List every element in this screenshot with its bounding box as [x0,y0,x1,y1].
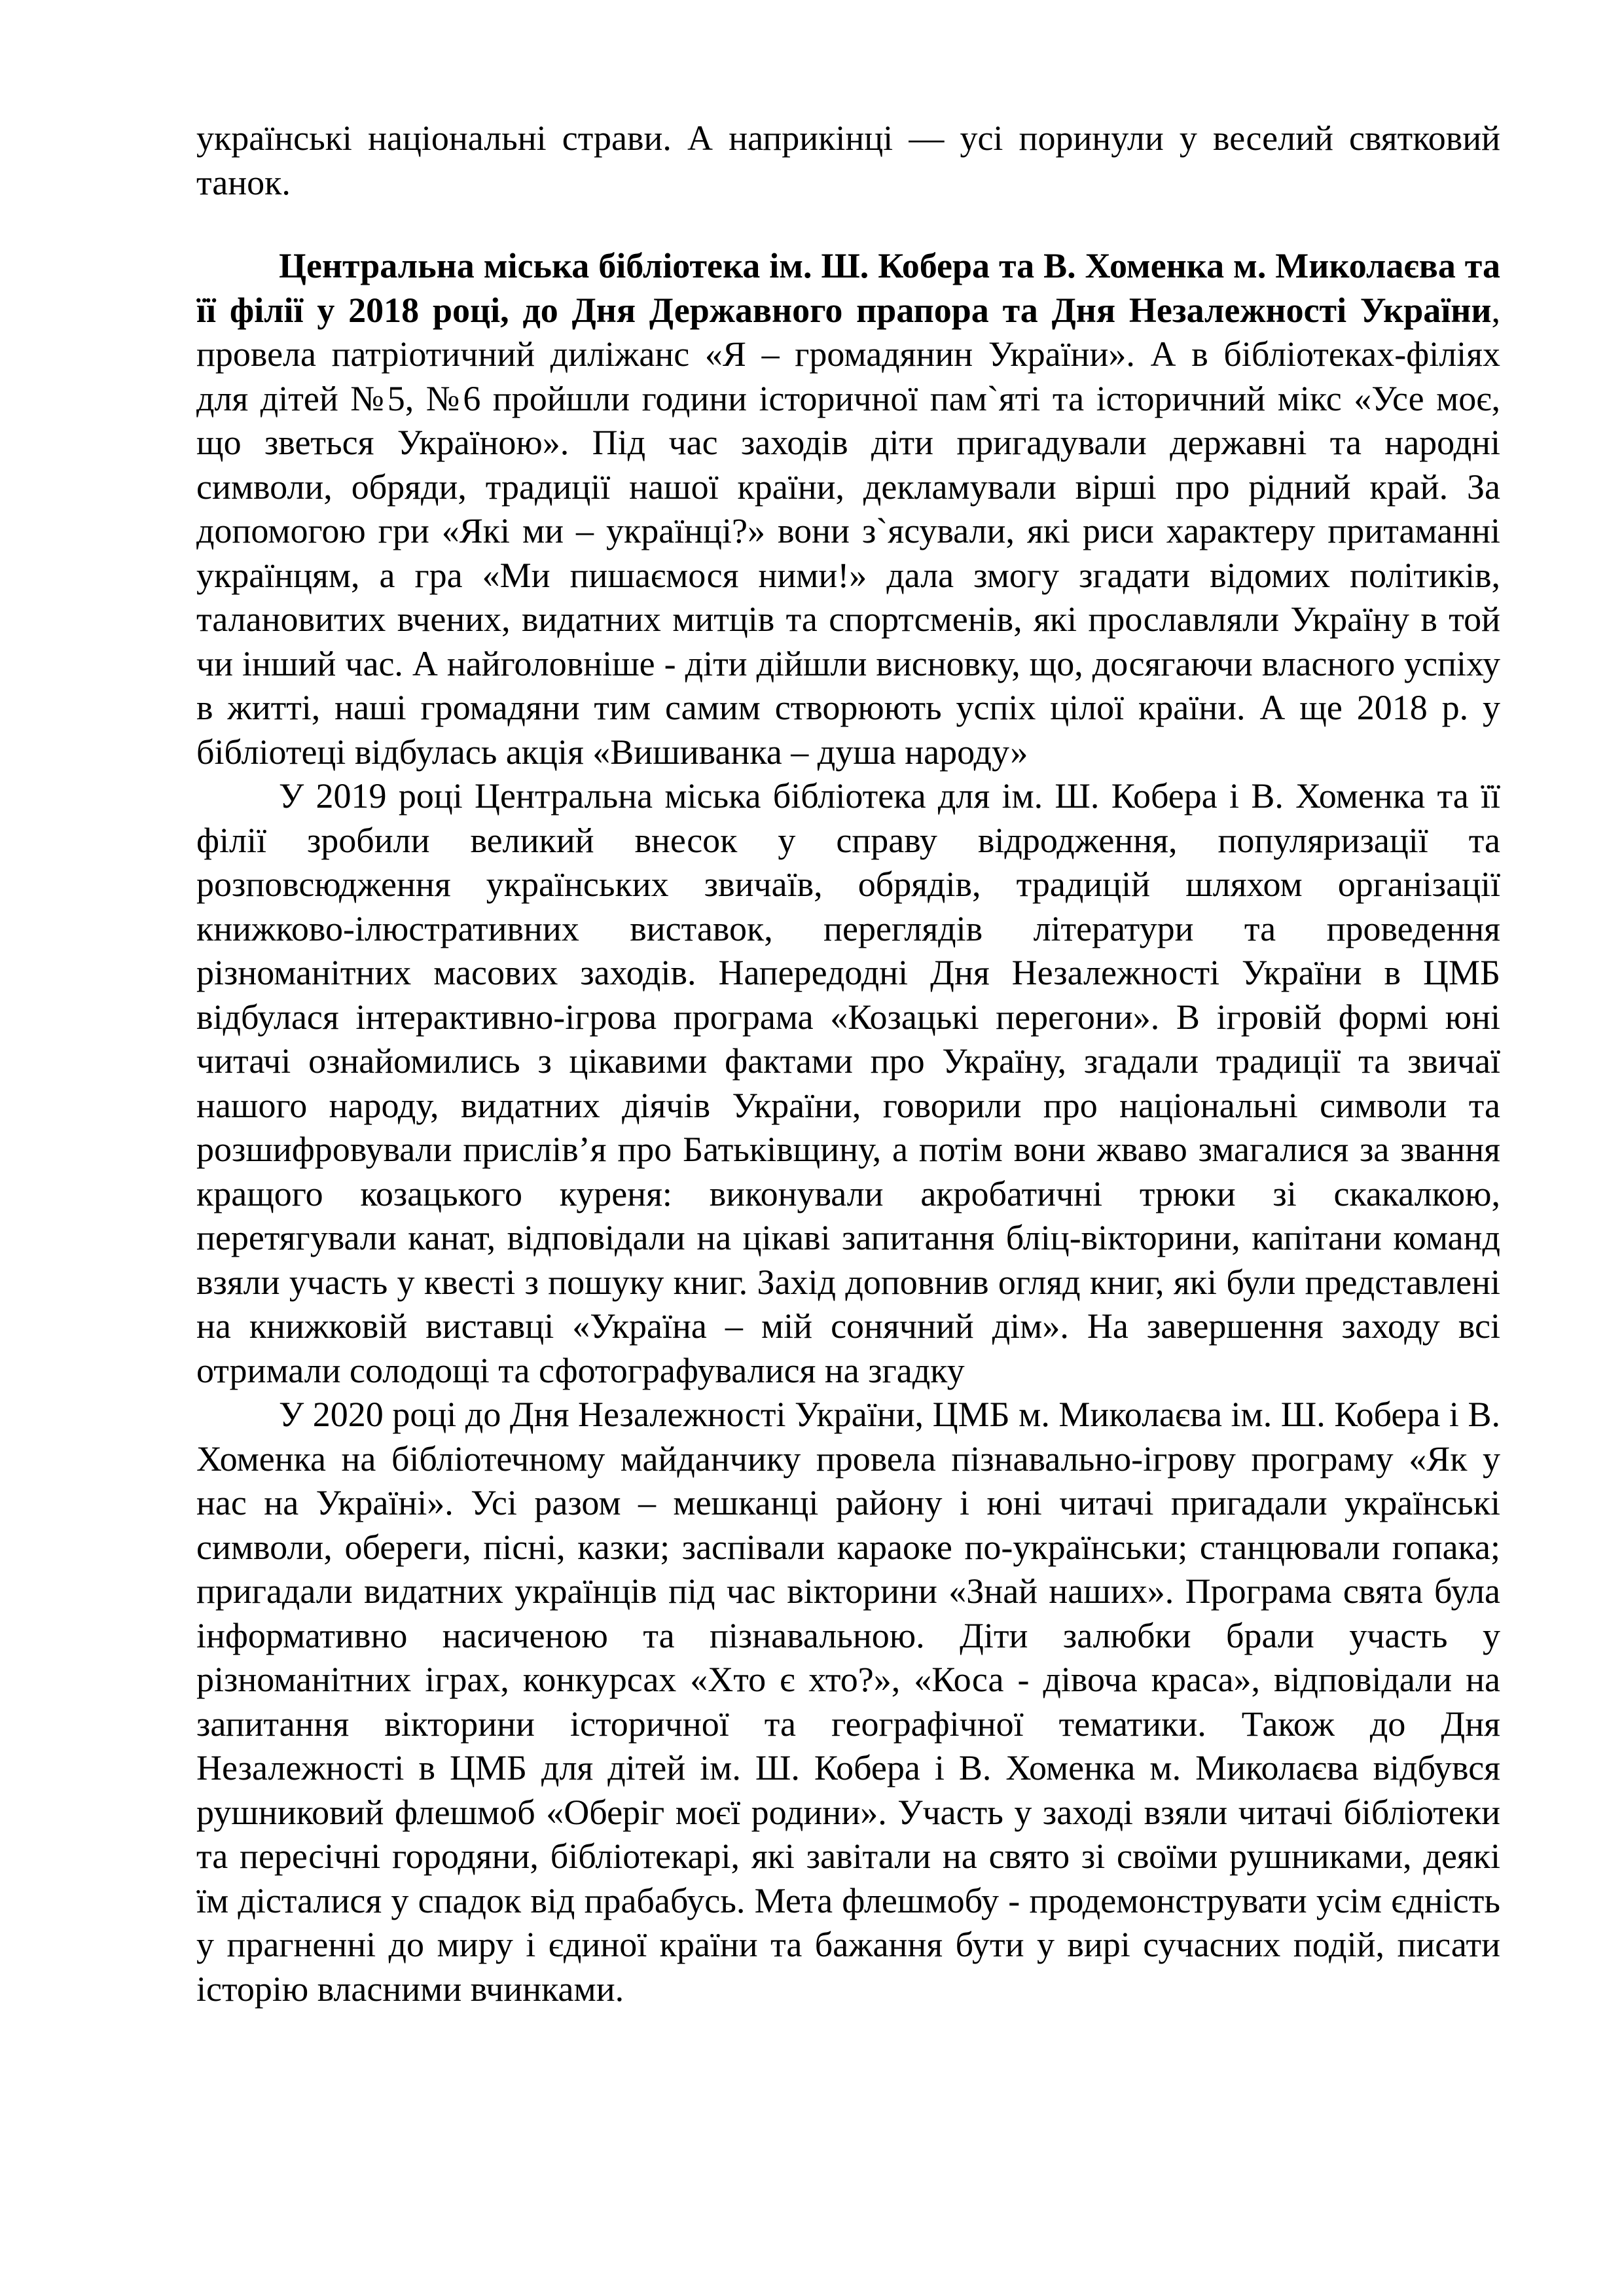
paragraph-bold-lead: Центральна міська бібліотека ім. Ш. Кобера та В. Хоменка м. Миколаєва та її філії у 2018 році, до Дня Державного прапора та Дня Незалежності України [196,246,1500,330]
paragraph-text: українські національні страви. А наприкінці — усі поринули у веселий святковий танок. [196,118,1500,202]
paragraph-intro-continuation [196,117,1500,205]
paragraph-text: , провела патріотичний диліжанс «Я – громадянин України». А в бібліотеках-філіях для дітей №5, №6 пройшли години історичної пам`яті та історичний мікс «Усе моє, що зветься Україною». Під час заходів діти пригадували державні та народні символи, обряди, традиції нашої країни, декламували вірші про рідний край. За допомогою гри «Які ми – українці?» вони з`ясували, які риси характеру притаманні українцям, а гра «Ми пишаємося ними!» дала змогу згадати відомих політиків, талановитих вчених, видатних митців та спортсменів, які прославляли Україну в той чи інший час. А найголовніше - діти дійшли висновку, що, досягаючи власного успіху в житті, наші громадяни тим самим створюють успіх цілої країни. А ще 2018 р. у бібліотеці відбулась акція «Вишиванка – душа народу» [196,290,1500,772]
paragraph-2020 [196,1393,1500,2011]
paragraph-2019 [196,774,1500,1393]
paragraph-text: У 2019 році Центральна міська бібліотека для ім. Ш. Кобера і В. Хоменка та її філії зробили великий внесок у справу відродження, популяризації та розповсюдження українських звичаїв, обрядів, традицій шляхом організації книжково-ілюстративних виставок, переглядів літератури та проведення різноманітних масових заходів. Напередодні Дня Незалежності України в ЦМБ відбулася інтерактивно-ігрова програма «Козацькі перегони». В ігровій формі юні читачі ознайомились з цікавими фактами про Україну, згадали традиції та звичаї нашого народу, видатних діячів України, говорили про національні символи та розшифровували прислів’я про Батьківщину, а потім вони жваво змагалися за звання кращого козацького куреня: виконували акробатичні трюки зі скакалкою, перетягували канат, відповідали на цікаві запитання бліц-вікторини, капітани команд взяли участь у квесті з пошуку книг. Захід доповнив огляд книг, які були представлені на книжковій виставці «Україна – мій сонячний дім». На завершення заходу всі отримали солодощі та сфотографувалися на згадку [196,776,1500,1390]
paragraph-text: У 2020 році до Дня Незалежності України, ЦМБ м. Миколаєва ім. Ш. Кобера і В. Хоменка на бібліотечному майданчику провела пізнавально-ігрову програму «Як у нас на Україні». Усі разом – мешканці району і юні читачі пригадали українські символи, обереги, пісні, казки; заспівали караоке по-українськи; станцювали гопака; пригадали видатних українців під час вікторини «Знай наших». Програма свята була інформативно насиченою та пізнавальною. Діти залюбки брали участь у різноманітних іграх, конкурсах «Хто є хто?», «Коса - дівоча краса», відповідали на запитання вікторини історичної та географічної тематики. Також до Дня Незалежності в ЦМБ для дітей ім. Ш. Кобера і В. Хоменка м. Миколаєва відбувся рушниковий флешмоб «Оберіг моєї родини». Участь у заході взяли читачі бібліотеки та пересічні городяни, бібліотекарі, які завітали на свято зі своїми рушниками, деякі їм дісталися у спадок від прабабусь. Мета флешмобу - продемонструвати усім єдність у прагненні до миру і єдиної країни та бажання бути у вирі сучасних подій, писати історію власними вчинками. [196,1395,1500,2009]
document-page [196,117,1500,2011]
paragraph-2018 [196,244,1500,774]
